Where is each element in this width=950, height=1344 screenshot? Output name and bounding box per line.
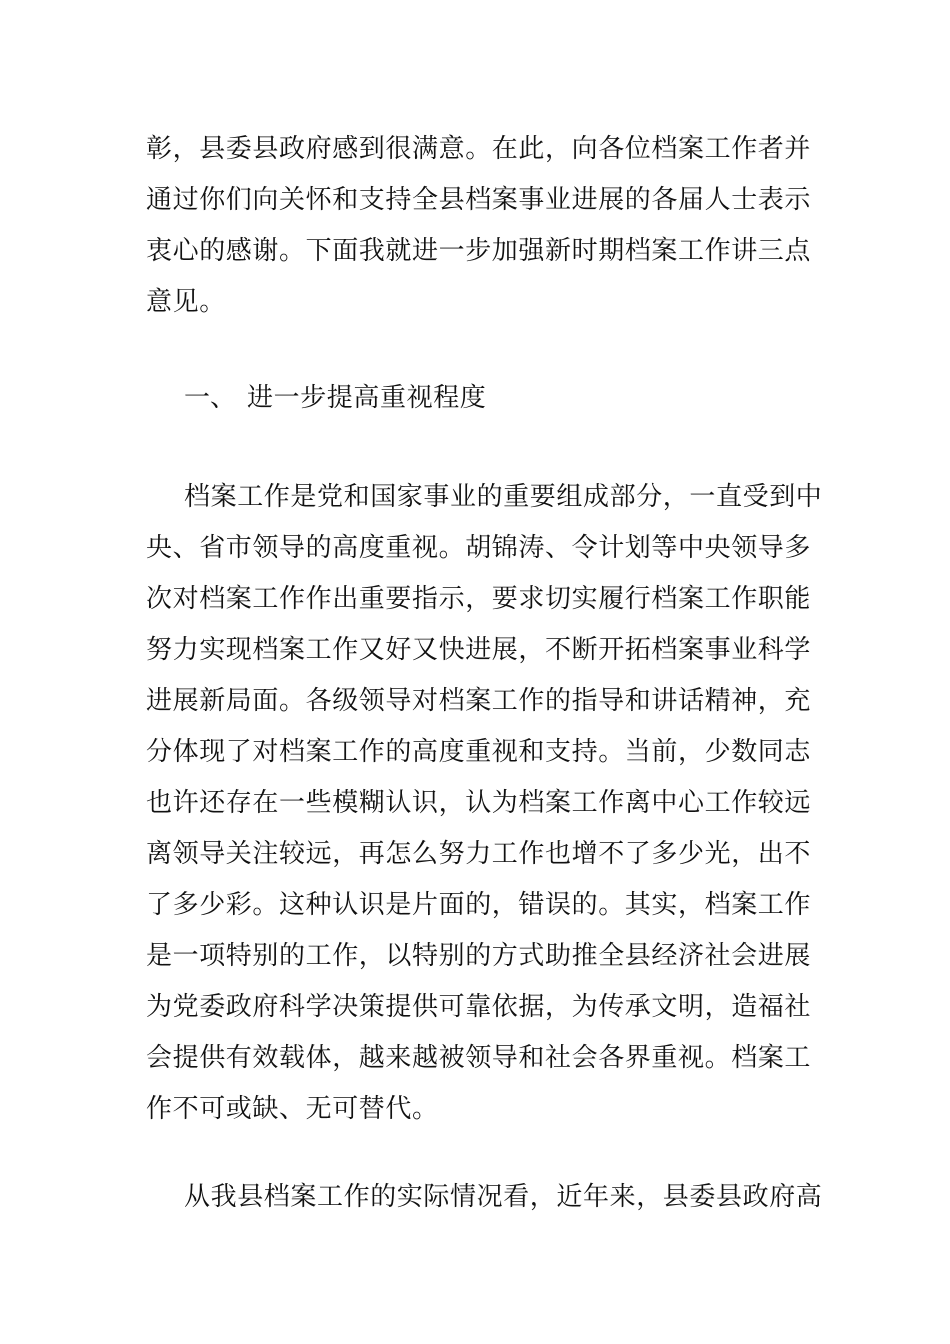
- main-line-4: 努力实现档案工作又好又快进展，不断开拓档案事业科学: [146, 635, 812, 665]
- main-line-10: 是一项特别的工作，以特别的方式助推全县经济社会进展: [146, 941, 812, 971]
- main-line-3: 次对档案工作作出重要指示，要求切实履行档案工作职能: [146, 584, 812, 614]
- last-line-1: 从我县档案工作的实际情况看，近年来，县委县政府高: [184, 1182, 823, 1212]
- section-heading-title: 进一步提高重视程度: [247, 383, 487, 413]
- main-line-7: 也许还存在一些模糊认识，认为档案工作离中心工作较远: [146, 788, 812, 818]
- intro-line-2: 通过你们向关怀和支持全县档案事业进展的各届人士表示: [146, 185, 812, 215]
- main-line-12: 会提供有效载体，越来越被领导和社会各界重视。档案工: [146, 1043, 812, 1073]
- main-line-11: 为党委政府科学决策提供可靠依据，为传承文明，造福社: [146, 992, 812, 1022]
- intro-line-3: 衷心的感谢。下面我就进一步加强新时期档案工作讲三点: [146, 236, 812, 266]
- intro-line-1: 彰，县委县政府感到很满意。在此，向各位档案工作者并: [146, 134, 812, 164]
- section-heading-number: 一、: [184, 383, 237, 413]
- main-line-5: 进展新局面。各级领导对档案工作的指导和讲话精神，充: [146, 686, 812, 716]
- intro-line-4: 意见。: [146, 287, 226, 317]
- main-line-9: 了多少彩。这种认识是片面的，错误的。其实，档案工作: [146, 890, 812, 920]
- main-line-6: 分体现了对档案工作的高度重视和支持。当前，少数同志: [146, 737, 812, 767]
- main-line-2: 央、省市领导的高度重视。胡锦涛、令计划等中央领导多: [146, 533, 812, 563]
- main-line-1: 档案工作是党和国家事业的重要组成部分，一直受到中: [184, 482, 823, 512]
- main-line-13: 作不可或缺、无可替代。: [146, 1094, 439, 1124]
- main-line-8: 离领导关注较远，再怎么努力工作也增不了多少光，出不: [146, 839, 812, 869]
